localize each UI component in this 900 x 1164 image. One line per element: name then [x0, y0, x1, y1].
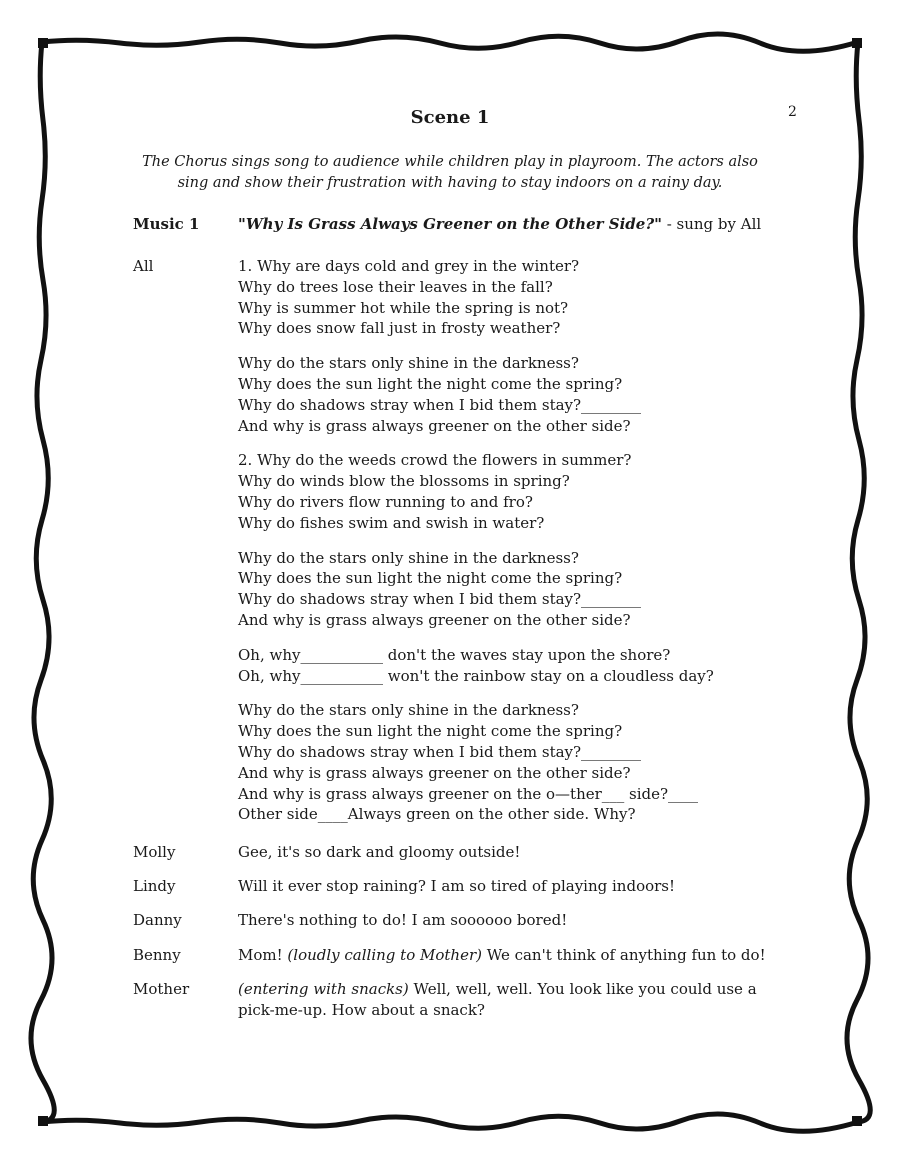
inline-stage-direction: (entering with snacks) [238, 980, 409, 998]
lyric-line: Why does the sun light the night come the spring? [238, 722, 623, 741]
speaker-name: Molly [133, 843, 176, 861]
lyric-line: Why does the sun light the night come the spring? [238, 569, 623, 588]
dialogue-line: There's nothing to do! I am soooooo bored! [238, 911, 568, 929]
dialogue-text: Mom! [238, 946, 288, 964]
lyric-stanza [238, 645, 798, 687]
lyric-line: Why do shadows stray when I bid them stay?________ [238, 590, 642, 609]
lyric-line: Why do shadows stray when I bid them stay?________ [238, 395, 642, 414]
lyric-line: Other side____Always green on the other side. Why? [238, 805, 636, 824]
lyric-stanza [238, 353, 798, 436]
speaker-name: Lindy [133, 877, 176, 895]
dialogue-line [238, 945, 778, 966]
music-cue-label: Music 1 [133, 215, 200, 233]
lyric-stanza [238, 256, 798, 339]
lyric-line: Oh, why___________ won't the rainbow stay on a cloudless day? [238, 666, 714, 685]
lyric-line: Why do fishes swim and swish in water? [238, 513, 545, 532]
lyric-line: 1. Why are days cold and grey in the winter? [238, 257, 580, 275]
lyric-line: Oh, why___________ don't the waves stay upon the shore? [238, 645, 671, 664]
stage-direction-line: The Chorus sings song to audience while children play in playroom. The actors also [142, 154, 758, 170]
speaker-name: Mother [133, 980, 190, 998]
lyric-line: Why do trees lose their leaves in the fall? [238, 277, 553, 296]
song-title: "Why Is Grass Always Greener on the Other Side?" [238, 215, 662, 233]
lyric-line: And why is grass always greener on the other side? [238, 416, 631, 435]
lyric-line: 2. Why do the weeds crowd the flowers in summer? [238, 451, 632, 470]
lyric-stanza [238, 450, 798, 533]
lyric-line: Why do rivers flow running to and fro? [238, 492, 533, 511]
lyric-line: And why is grass always greener on the other side? [238, 763, 631, 782]
dialogue-line: Will it ever stop raining? I am so tired of playing indoors! [238, 877, 676, 895]
dialogue-text: We can't think of anything fun to do! [481, 946, 766, 964]
music-cue [238, 214, 798, 235]
lyric-line: Why do shadows stray when I bid them stay?________ [238, 742, 642, 761]
scene-title: Scene 1 [410, 107, 490, 128]
page-number: 2 [788, 104, 797, 120]
dialogue-line: Gee, it's so dark and gloomy outside! [238, 843, 521, 861]
song-credit: - sung by All [661, 215, 762, 233]
dialogue-line [238, 979, 778, 1021]
lyric-line: And why is grass always greener on the o—ther___ side?____ [238, 784, 699, 803]
speaker-name: Benny [133, 946, 181, 964]
singer-label: All [133, 257, 154, 275]
lyric-stanza [238, 700, 798, 825]
lyric-line: And why is grass always greener on the other side? [238, 610, 631, 629]
speaker-name: Danny [133, 911, 182, 929]
lyric-line: Why do the stars only shine in the darkness? [238, 548, 579, 567]
lyric-line: Why do the stars only shine in the darkness? [238, 701, 579, 720]
lyric-stanza [238, 548, 798, 631]
lyric-line: Why does snow fall just in frosty weather? [238, 319, 561, 338]
lyric-line: Why do winds blow the blossoms in spring? [238, 472, 570, 491]
dialogue-text: pick-me-up. How about a snack? [238, 1001, 485, 1019]
opening-stage-direction [130, 152, 770, 194]
inline-stage-direction: (loudly calling to Mother) [287, 946, 482, 964]
lyric-line: Why does the sun light the night come the spring? [238, 374, 623, 393]
song-lyrics [238, 256, 798, 839]
lyric-line: Why is summer hot while the spring is not? [238, 298, 569, 317]
stage-direction-line: sing and show their frustration with having to stay indoors on a rainy day. [177, 175, 723, 191]
dialogue-text: Well, well, well. You look like you could use a [408, 980, 757, 998]
lyric-line: Why do the stars only shine in the darkness? [238, 354, 579, 373]
